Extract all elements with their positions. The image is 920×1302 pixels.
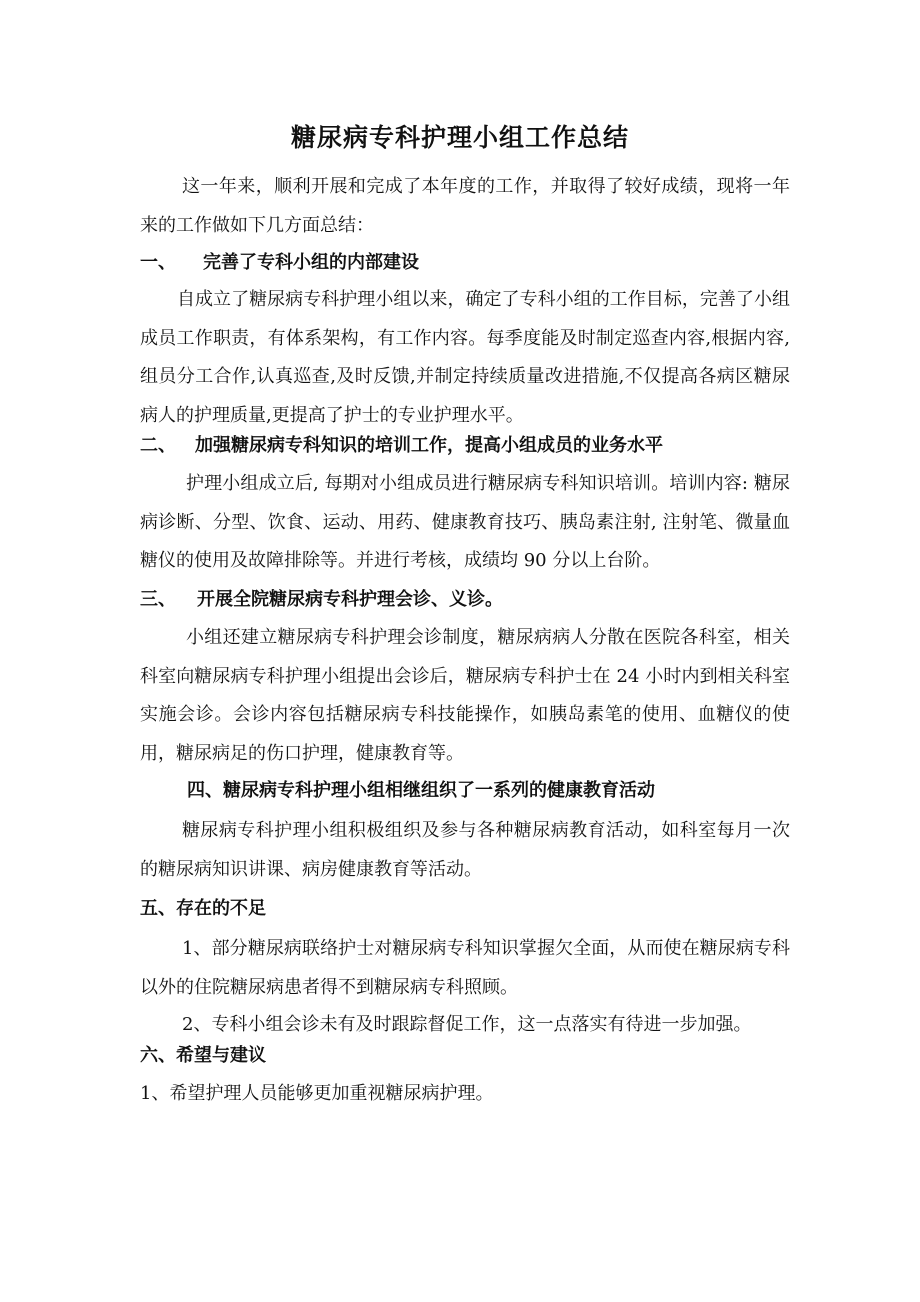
section-2-body: 护理小组成立后, 每期对小组成员进行糖尿病专科知识培训。培训内容: 糖尿病诊断、分型、饮食、运动、用药、健康教育技巧、胰岛素注射, 注射笔、微量血糖仪的使用及故障排除等。并进行考核，成绩均 90 分以上台阶。 <box>140 473 790 571</box>
section-4-heading: 四、糖尿病专科护理小组相继组织了一系列的健康教育活动 <box>187 780 655 801</box>
section-2-title: 加强糖尿病专科知识的培训工作，提高小组成员的业务水平 <box>195 435 663 456</box>
section-6-item-1: 1、希望护理人员能够更加重视糖尿病护理。 <box>140 1083 494 1104</box>
section-5-heading: 五、存在的不足 <box>140 898 266 919</box>
section-1-number: 一、 <box>140 252 176 273</box>
section-4-body: 糖尿病专科护理小组积极组织及参与各种糖尿病教育活动，如科室每月一次的糖尿病知识讲课、病房健康教育等活动。 <box>140 820 790 880</box>
document-title: 糖尿病专科护理小组工作总结 <box>290 123 629 152</box>
section-3-heading <box>140 587 800 613</box>
section-3-number: 三、 <box>140 589 176 610</box>
section-3-body: 小组还建立糖尿病专科护理会诊制度，糖尿病病人分散在医院各科室，相关科室向糖尿病专科护理小组提出会诊后，糖尿病专科护士在 24 小时内到相关科室实施会诊。会诊内容包括糖尿病专科技能操作，如胰岛素笔的使用、血糖仪的使用，糖尿病足的伤口护理，健康教育等。 <box>140 627 790 764</box>
section-1-title: 完善了专科小组的内部建设 <box>203 252 419 273</box>
intro-paragraph: 这一年来，顺利开展和完成了本年度的工作，并取得了较好成绩，现将一年来的工作做如下几方面总结： <box>140 176 790 236</box>
section-1-heading <box>140 250 800 276</box>
section-5-item-1: 1、部分糖尿病联络护士对糖尿病专科知识掌握欠全面，从而使在糖尿病专科以外的住院糖尿病患者得不到糖尿病专科照顾。 <box>140 938 790 998</box>
section-5-item-2: 2、专科小组会诊未有及时跟踪督促工作，这一点落实有待进一步加强。 <box>182 1014 752 1035</box>
section-2-heading <box>140 433 800 459</box>
section-1-body: 自成立了糖尿病专科护理小组以来，确定了专科小组的工作目标，完善了小组成员工作职责，有体系架构，有工作内容。每季度能及时制定巡查内容,根据内容,组员分工合作,认真巡查,及时反馈,并制定持续质量改进措施,不仅提高各病区糖尿病人的护理质量,更提高了护士的专业护理水平。 <box>140 289 790 426</box>
section-6-heading: 六、希望与建议 <box>140 1045 266 1066</box>
section-3-title: 开展全院糖尿病专科护理会诊、义诊。 <box>197 589 503 610</box>
section-2-number: 二、 <box>140 435 176 456</box>
